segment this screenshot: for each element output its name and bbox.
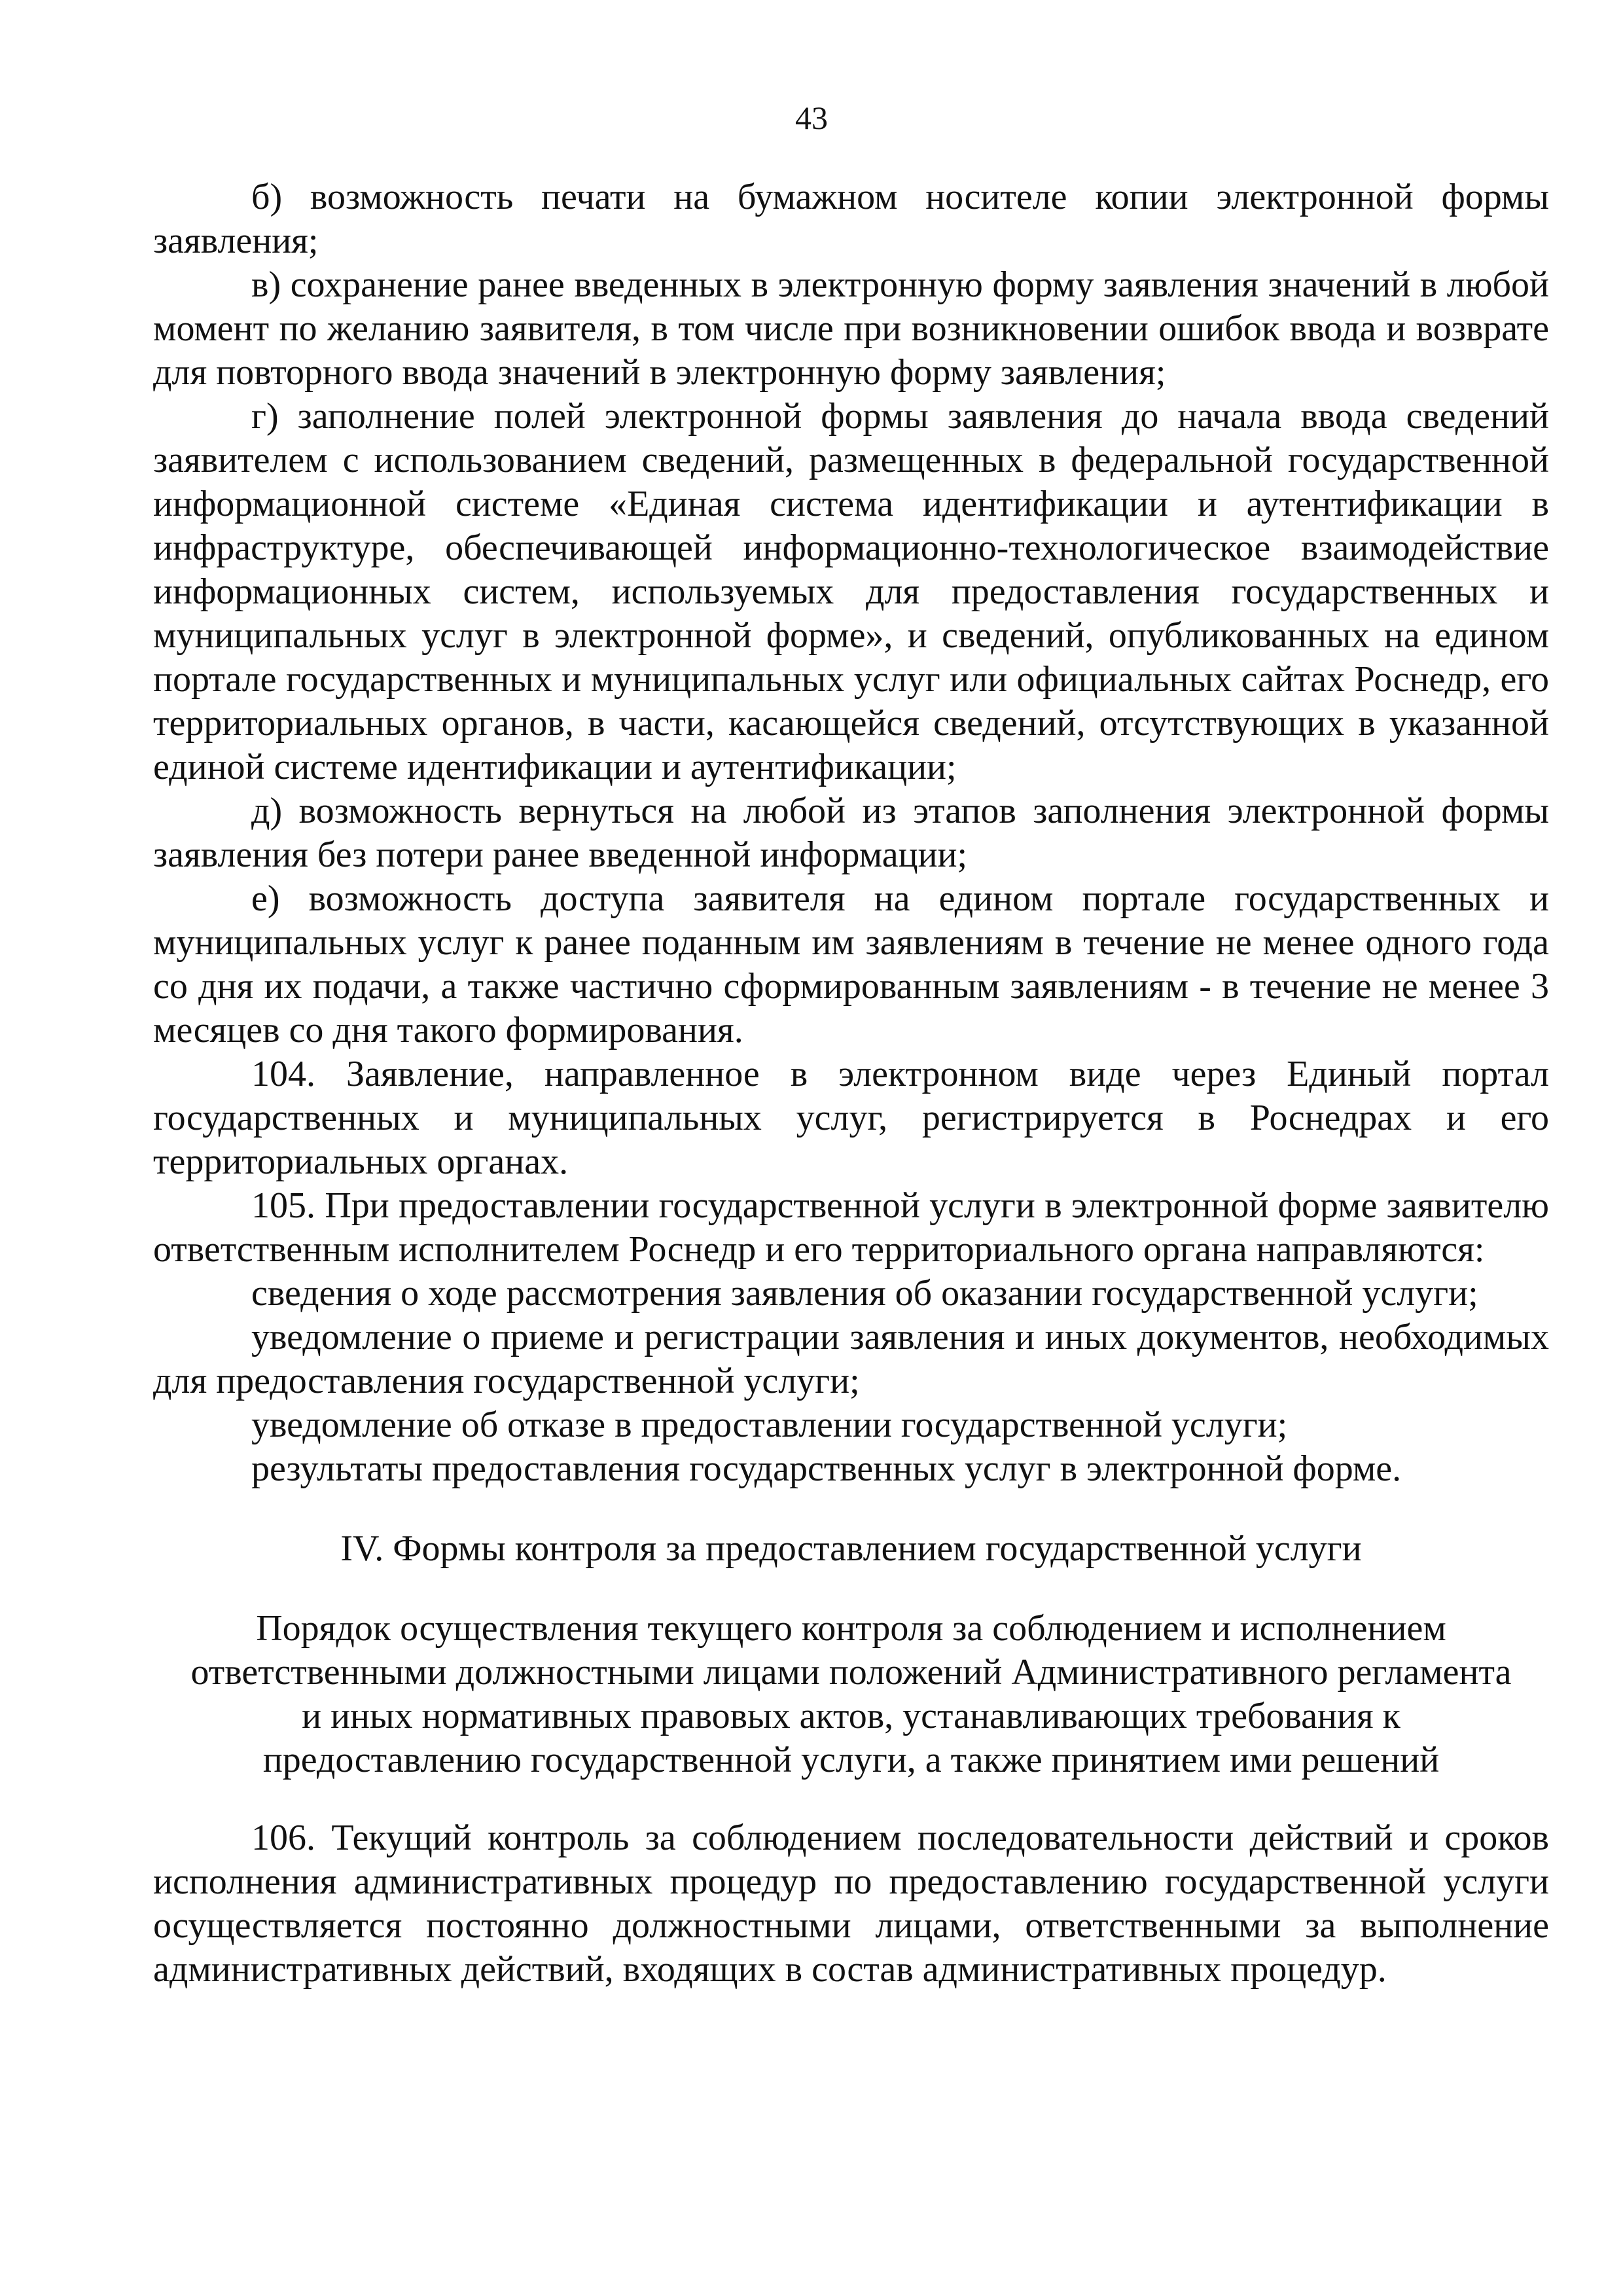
- paragraph-e: е) возможность доступа заявителя на едином портале государственных и муниципальных услуг к ранее поданным им заявлениям в течение не менее одного года со дня их подачи, а также частично сформированным заявлениям - в течение не менее 3 месяцев со дня такого формирования.: [153, 878, 1549, 1050]
- list-item-status-info: сведения о ходе рассмотрения заявления об оказании государственной услуги;: [251, 1273, 1478, 1314]
- section-heading: IV. Формы контроля за предоставлением государственной услуги: [340, 1528, 1362, 1569]
- paragraph-v: в) сохранение ранее введенных в электронную форму заявления значений в любой момент по желанию заявителя, в том числе при возникновении ошибок ввода и возврате для повторного ввода значений в электронную форму заявления;: [153, 264, 1549, 393]
- paragraph-104: 104. Заявление, направленное в электронном виде через Единый портал государственных и муниципальных услуг, регистрируется в Роснедрах и его территориальных органах.: [153, 1054, 1549, 1182]
- list-item-refusal-notice: уведомление об отказе в предоставлении государственной услуги;: [251, 1405, 1288, 1445]
- spacer: [153, 1782, 1549, 1816]
- paragraph-g: г) заполнение полей электронной формы заявления до начала ввода сведений заявителем с использованием сведений, размещенных в федеральной государственной информационной системе «Единая система идентификации и аутентификации в инфраструктуре, обеспечивающей информационно-технологическое взаимодействие информационных систем, используемых для предоставления государственных и муниципальных услуг в электронной форме», и сведений, опубликованных на едином портале государственных и муниципальных услуг или официальных сайтах Роснедр, его территориальных органов, в части, касающейся сведений, отсутствующих в указанной единой системе идентификации и аутентификации;: [153, 396, 1549, 787]
- subsection-heading-line: предоставлению государственной услуги, а также принятием ими решений: [262, 1740, 1440, 1780]
- list-item-results: результаты предоставления государственных услуг в электронной форме.: [251, 1448, 1402, 1489]
- subsection-heading-line: и иных нормативных правовых актов, устанавливающих требования к: [302, 1696, 1400, 1736]
- document-body: [153, 175, 1549, 1992]
- paragraph-b: б) возможность печати на бумажном носителе копии электронной формы заявления;: [153, 177, 1549, 261]
- paragraph-d: д) возможность вернуться на любой из этапов заполнения электронной формы заявления без потери ранее введенной информации;: [153, 791, 1549, 875]
- list-item-receipt-notice: уведомление о приеме и регистрации заявления и иных документов, необходимых для предоставления государственной услуги;: [153, 1317, 1549, 1401]
- paragraph-106: 106. Текущий контроль за соблюдением последовательности действий и сроков исполнения административных процедур по предоставлению государственной услуги осуществляется постоянно должностными лицами, ответственными за выполнение административных действий, входящих в состав административных процедур.: [153, 1818, 1549, 1990]
- page-number: 43: [795, 99, 828, 136]
- paragraph-105: 105. При предоставлении государственной услуги в электронной форме заявителю ответственным исполнителем Роснедр и его территориального органа направляются:: [153, 1185, 1549, 1270]
- subsection-heading-line: Порядок осуществления текущего контроля за соблюдением и исполнением: [256, 1608, 1446, 1649]
- subsection-heading-line: ответственными должностными лицами положений Административного регламента: [190, 1652, 1512, 1693]
- subsection-heading: [153, 1607, 1549, 1782]
